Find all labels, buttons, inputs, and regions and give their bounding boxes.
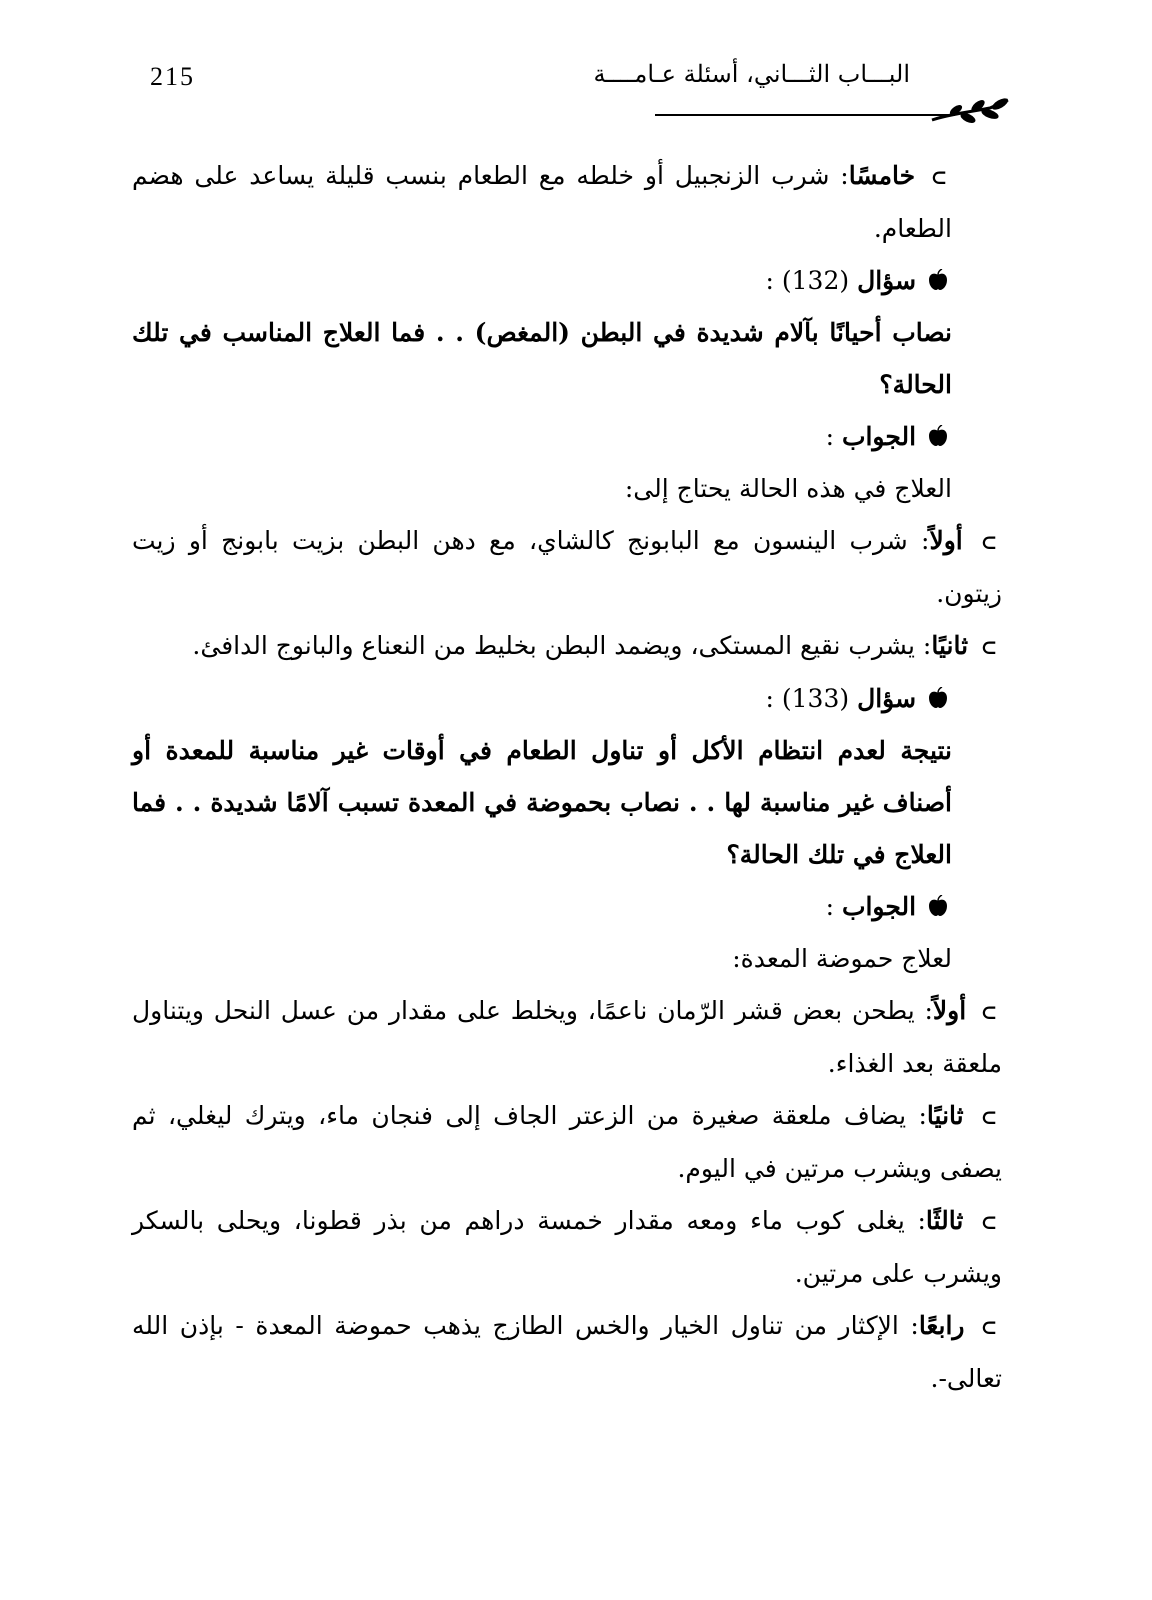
- arrow-bullet-icon: ⊃: [980, 1210, 998, 1234]
- item-text: : شرب الينسون مع البابونج كالشاي، مع دهن البطن بزيت بابونج أو زيت زيتون.: [132, 526, 1002, 608]
- answer-label: الجواب: [841, 892, 917, 921]
- item-label: ثانيًا: [931, 631, 969, 660]
- item-label: ثالثًا: [925, 1206, 964, 1235]
- item-label: أولاً: [932, 996, 967, 1025]
- list-item: [132, 620, 1002, 673]
- question-number: (132) :: [765, 266, 858, 295]
- list-item: [132, 515, 1002, 620]
- list-item: [132, 1195, 1002, 1300]
- item-label: خامسًا: [848, 161, 916, 190]
- list-item: [132, 150, 1002, 255]
- list-item: [132, 1300, 1002, 1405]
- answer-colon: :: [825, 422, 842, 451]
- item-text: : يغلى كوب ماء ومعه مقدار خمسة دراهم من بذر قطونا، ويحلى بالسكر ويشرب على مرتين.: [132, 1206, 1002, 1288]
- item-label: ثانيًا: [926, 1101, 964, 1130]
- question-label: سؤال: [857, 684, 917, 713]
- question-text: نصاب أحيانًا بآلام شديدة في البطن (المغص) . . فما العلاج المناسب في تلك الحالة؟: [132, 318, 952, 399]
- arrow-bullet-icon: ⊃: [980, 1105, 998, 1129]
- apple-icon: [924, 269, 952, 291]
- item-text: : الإكثار من تناول الخيار والخس الطازج يذهب حموضة المعدة - بإذن الله تعالى-.: [132, 1311, 1002, 1393]
- page-body: [132, 150, 1002, 1405]
- header-rule: [655, 114, 955, 116]
- item-text: : يشرب نقيع المستكى، ويضمد البطن بخليط من النعناع والبانوج الدافئ.: [192, 631, 932, 660]
- question-text: نتيجة لعدم انتظام الأكل أو تناول الطعام في أوقات غير مناسبة للمعدة أو أصناف غير مناسبة لها . . نصاب بحموضة في المعدة تسبب آلامًا شديدة . . فما العلاج في تلك الحالة؟: [132, 736, 952, 869]
- item-label: رابعًا: [918, 1311, 965, 1340]
- list-item: [132, 1090, 1002, 1195]
- question-number: (133) :: [765, 684, 858, 713]
- answer-heading: [132, 881, 1002, 933]
- arrow-bullet-icon: ⊃: [980, 635, 998, 659]
- list-item: [132, 985, 1002, 1090]
- apple-icon: [924, 425, 952, 447]
- question-heading: [132, 255, 1002, 307]
- item-label: أولاً: [929, 526, 963, 555]
- item-text: : يضاف ملعقة صغيرة من الزعتر الجاف إلى فنجان ماء، ويترك ليغلي، ثم يصفى ويشرب مرتين في اليوم.: [132, 1101, 1002, 1183]
- answer-intro: لعلاج حموضة المعدة:: [732, 944, 952, 973]
- arrow-bullet-icon: ⊃: [980, 530, 998, 554]
- answer-label: الجواب: [841, 422, 917, 451]
- arrow-bullet-icon: ⊃: [980, 1000, 998, 1024]
- page-number: 215: [150, 62, 195, 91]
- answer-colon: :: [825, 892, 842, 921]
- arrow-bullet-icon: ⊃: [930, 165, 948, 189]
- page-header: [130, 56, 1010, 136]
- question-heading: [132, 673, 1002, 725]
- answer-intro: العلاج في هذه الحالة يحتاج إلى:: [624, 474, 952, 503]
- running-title: البـــاب الثـــاني، أسئلة عـامــــة: [593, 60, 910, 88]
- question-label: سؤال: [857, 266, 917, 295]
- item-text: : شرب الزنجبيل أو خلطه مع الطعام بنسب قليلة يساعد على هضم الطعام.: [132, 161, 952, 243]
- item-text: : يطحن بعض قشر الرّمان ناعمًا، ويخلط على مقدار من عسل النحل ويتناول ملعقة بعد الغذاء.: [132, 996, 1002, 1078]
- arrow-bullet-icon: ⊃: [980, 1315, 998, 1339]
- answer-heading: [132, 411, 1002, 463]
- apple-icon: [924, 895, 952, 917]
- leaf-ornament-icon: [930, 94, 1010, 134]
- apple-icon: [924, 687, 952, 709]
